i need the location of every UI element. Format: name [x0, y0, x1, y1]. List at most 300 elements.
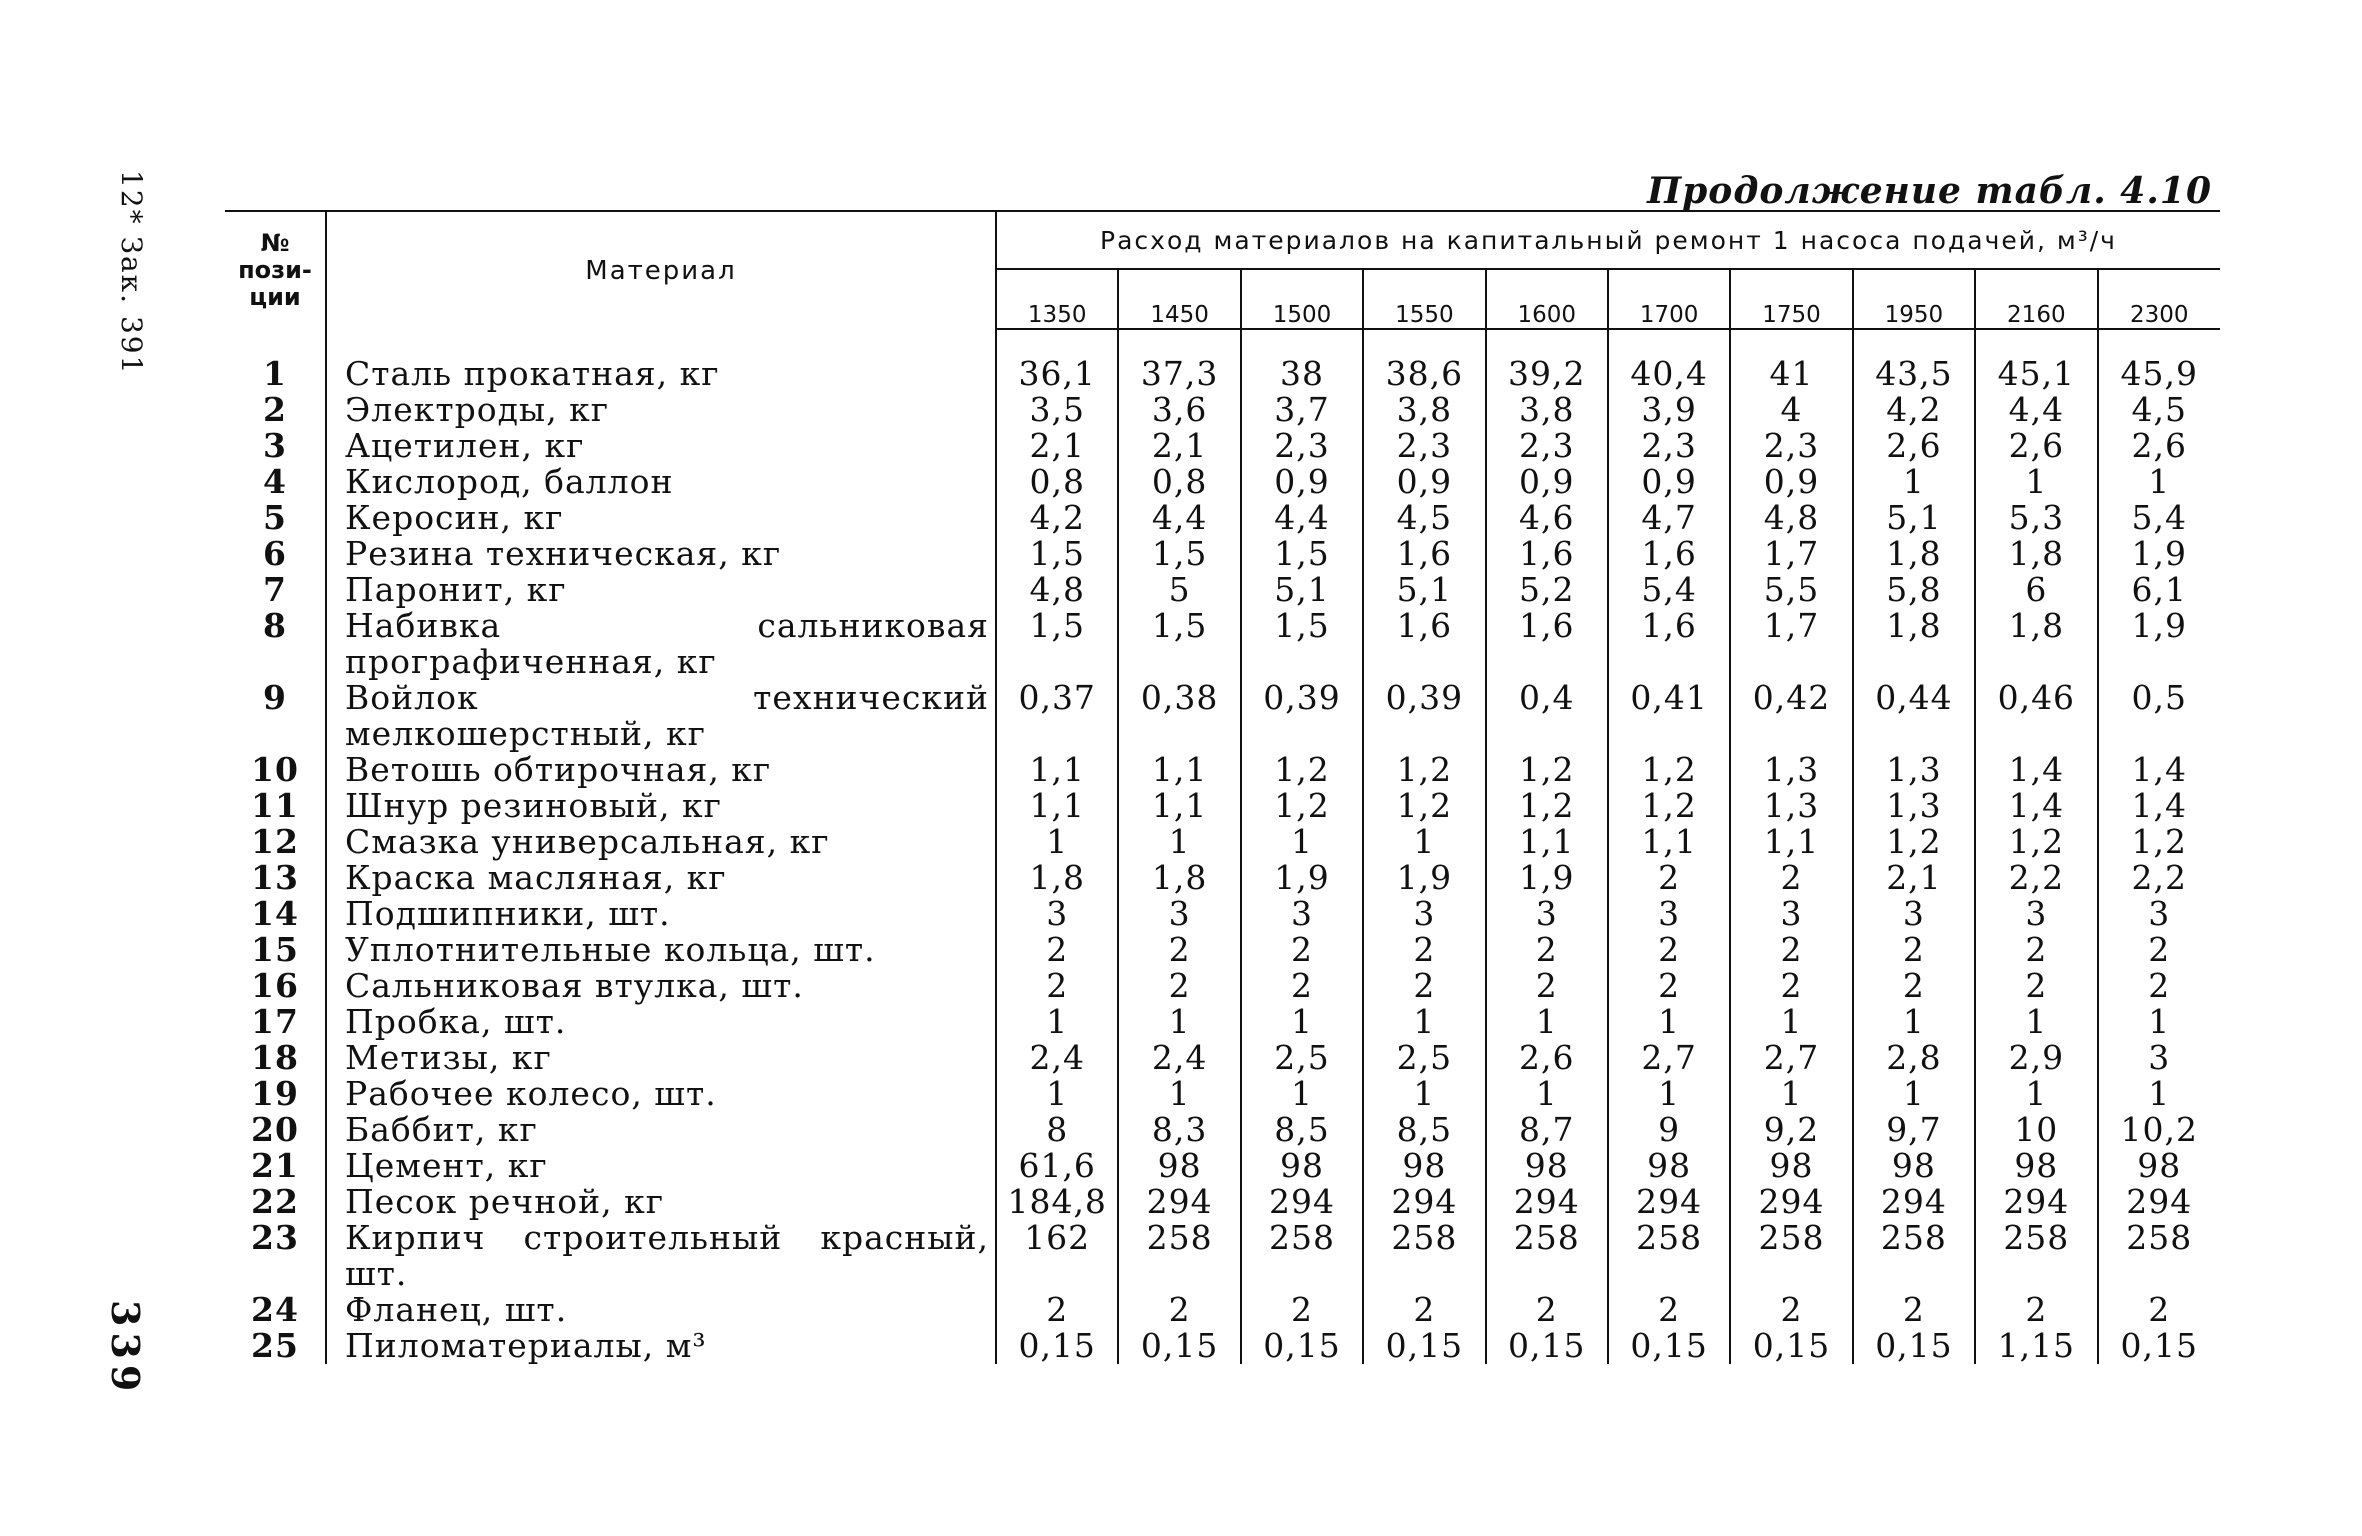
consumption-value: 98: [1241, 1148, 1363, 1184]
consumption-value: 9: [1608, 1112, 1730, 1148]
material-name: Цемент, кг: [326, 1148, 996, 1184]
consumption-value: 2,1: [996, 428, 1118, 464]
material-name: Пробка, шт.: [326, 1004, 996, 1040]
consumption-value: 1: [1363, 1004, 1485, 1040]
consumption-value: 0,15: [2120, 1326, 2198, 1365]
consumption-value: 1,6: [1363, 536, 1485, 572]
material-name: Ацетилен, кг: [326, 428, 996, 464]
consumption-value: 3,8: [1486, 392, 1608, 428]
consumption-value: 0,15: [1608, 1328, 1730, 1364]
consumption-value: 294: [1853, 1184, 1975, 1220]
consumption-value: 43,5: [1853, 356, 1975, 392]
consumption-value: 162: [996, 1220, 1118, 1292]
position-number: 4: [225, 464, 326, 500]
consumption-value: 3: [1730, 896, 1852, 932]
consumption-value: 1,5: [1241, 608, 1363, 680]
consumption-value: 3,6: [1118, 392, 1240, 428]
consumption-value: 1,1: [996, 788, 1118, 824]
consumption-value: 2: [2148, 966, 2171, 1005]
consumption-value: 1,2: [1363, 788, 1485, 824]
consumption-value: 1: [1730, 1004, 1852, 1040]
consumption-value: 1,7: [1730, 608, 1852, 680]
consumption-value: 1: [1730, 1076, 1852, 1112]
consumption-value: 1: [1118, 1076, 1240, 1112]
consumption-value: 61,6: [996, 1148, 1118, 1184]
consumption-value: 1,1: [996, 752, 1118, 788]
consumption-value: 1,7: [1730, 536, 1852, 572]
consumption-value: 0,15: [1118, 1328, 1240, 1364]
position-number: 15: [225, 932, 326, 968]
consumption-value: 2: [1363, 1292, 1485, 1328]
consumption-value: 38: [1241, 356, 1363, 392]
consumption-value: 5,1: [1853, 500, 1975, 536]
position-header: [225, 211, 326, 329]
consumption-value: 2: [1486, 968, 1608, 1004]
consumption-value: 98: [1975, 1148, 2097, 1184]
consumption-value: 98: [2137, 1146, 2182, 1185]
consumption-value: 3: [1363, 896, 1485, 932]
consumption-value: 1,9: [1241, 860, 1363, 896]
table-body: [225, 329, 2220, 1364]
consumption-value: 36,1: [996, 356, 1118, 392]
consumption-value: 1,2: [1486, 752, 1608, 788]
consumption-value: 294: [1363, 1184, 1485, 1220]
position-number: 5: [225, 500, 326, 536]
consumption-value: 1,3: [1853, 788, 1975, 824]
consumption-value: 258: [1118, 1220, 1240, 1292]
consumption-value: 1,2: [2131, 822, 2187, 861]
consumption-value: 1,8: [1118, 860, 1240, 896]
consumption-value: 294: [1118, 1184, 1240, 1220]
consumption-value: 6: [1975, 572, 2097, 608]
material-name: Пиломатериалы, м³: [326, 1328, 996, 1364]
consumption-value: 258: [1363, 1220, 1485, 1292]
consumption-group-header: Расход материалов на капитальный ремонт 1 насоса подачей, м³/ч: [996, 211, 2220, 269]
consumption-value: 2: [1608, 860, 1730, 896]
position-number: 10: [225, 752, 326, 788]
table-row: [225, 392, 2220, 428]
consumption-value: 0,15: [1853, 1328, 1975, 1364]
consumption-value: 5,4: [2131, 498, 2187, 537]
flow-header: 2160: [1975, 269, 2097, 329]
position-number: 19: [225, 1076, 326, 1112]
flow-header: 1450: [1118, 269, 1240, 329]
consumption-value: 258: [1730, 1220, 1852, 1292]
consumption-value: 2,9: [1975, 1040, 2097, 1076]
consumption-value: 0,15: [1486, 1328, 1608, 1364]
material-name: Песок речной, кг: [326, 1184, 996, 1220]
gap-cell: [1730, 329, 1852, 356]
consumption-value: 0,5: [2131, 678, 2187, 717]
position-header-line: №: [260, 229, 290, 257]
consumption-value: 2,1: [1118, 428, 1240, 464]
consumption-value: 1,3: [1853, 752, 1975, 788]
consumption-value: 2,3: [1486, 428, 1608, 464]
consumption-value: 4,8: [1730, 500, 1852, 536]
position-number: 21: [225, 1148, 326, 1184]
gap-cell: [1608, 329, 1730, 356]
consumption-value: 1,4: [2131, 750, 2187, 789]
material-name: Керосин, кг: [326, 500, 996, 536]
table-row: [225, 824, 2220, 860]
consumption-value: 2,6: [1853, 428, 1975, 464]
consumption-value: 98: [1363, 1148, 1485, 1184]
consumption-value: 2: [1241, 968, 1363, 1004]
consumption-value: 3,8: [1363, 392, 1485, 428]
consumption-value: 2,7: [1608, 1040, 1730, 1076]
consumption-value: 2: [1118, 932, 1240, 968]
material-name: Ветошь обтирочная, кг: [326, 752, 996, 788]
consumption-value: 2,7: [1730, 1040, 1852, 1076]
consumption-value: 1,5: [996, 608, 1118, 680]
consumption-value: 1,1: [1608, 824, 1730, 860]
consumption-value: 0,38: [1118, 680, 1240, 752]
consumption-value: 8,3: [1118, 1112, 1240, 1148]
table-row: [225, 500, 2220, 536]
table-row: [225, 356, 2220, 392]
consumption-value: 5: [1118, 572, 1240, 608]
consumption-value: 8,5: [1241, 1112, 1363, 1148]
consumption-value: 0,46: [1975, 680, 2097, 752]
consumption-value: 4,8: [996, 572, 1118, 608]
consumption-value: 39,2: [1486, 356, 1608, 392]
gap-cell: [326, 329, 996, 356]
table-row: [225, 1148, 2220, 1184]
material-name: Метизы, кг: [326, 1040, 996, 1076]
consumption-value: 1,1: [1486, 824, 1608, 860]
consumption-value: 2: [1975, 1292, 2097, 1328]
flow-header: 1550: [1363, 269, 1485, 329]
consumption-value: 4,7: [1608, 500, 1730, 536]
consumption-value: 2: [1363, 932, 1485, 968]
consumption-value: 1: [2148, 1002, 2171, 1041]
consumption-value: 2: [2148, 1290, 2171, 1329]
position-number: 11: [225, 788, 326, 824]
consumption-value: 1,6: [1363, 608, 1485, 680]
material-name: Шнур резиновый, кг: [326, 788, 996, 824]
consumption-value: 1: [1975, 464, 2097, 500]
consumption-value: 2: [1241, 1292, 1363, 1328]
position-number: 14: [225, 896, 326, 932]
consumption-value: 3: [1975, 896, 2097, 932]
table-row: [225, 1292, 2220, 1328]
consumption-value: 2: [1608, 932, 1730, 968]
consumption-value: 2: [1486, 1292, 1608, 1328]
flow-header: 2300: [2098, 269, 2220, 329]
consumption-value: 3: [1853, 896, 1975, 932]
consumption-value: 1,4: [1975, 752, 2097, 788]
consumption-value: 1,5: [1118, 536, 1240, 572]
consumption-value: 0,15: [1730, 1328, 1852, 1364]
consumption-value: 1,8: [1975, 536, 2097, 572]
consumption-value: 294: [1608, 1184, 1730, 1220]
consumption-value: 1,15: [1975, 1328, 2097, 1364]
flow-header: 1700: [1608, 269, 1730, 329]
table-row: [225, 1112, 2220, 1148]
position-number: 9: [225, 680, 326, 752]
consumption-value: 1: [996, 1004, 1118, 1040]
consumption-value: 294: [2126, 1182, 2193, 1221]
consumption-value: 3,5: [996, 392, 1118, 428]
table-row: [225, 896, 2220, 932]
consumption-value: 1,8: [996, 860, 1118, 896]
gap-cell: [1363, 329, 1485, 356]
position-number: 17: [225, 1004, 326, 1040]
consumption-value: 3: [2148, 894, 2171, 933]
material-name: Кислород, баллон: [326, 464, 996, 500]
gap-cell: [1975, 329, 2097, 356]
material-name: Смазка универсальная, кг: [326, 824, 996, 860]
consumption-value: 1: [2148, 1074, 2171, 1113]
consumption-value: 2: [1975, 968, 2097, 1004]
consumption-value: 4,2: [1853, 392, 1975, 428]
material-name: Фланец, шт.: [326, 1292, 996, 1328]
consumption-value: 1,5: [1118, 608, 1240, 680]
consumption-value: 4: [1730, 392, 1852, 428]
consumption-value: 0,39: [1241, 680, 1363, 752]
consumption-value: 2,1: [1853, 860, 1975, 896]
table-row: [225, 608, 2220, 680]
gap-cell: [2098, 329, 2220, 356]
position-number: 12: [225, 824, 326, 860]
consumption-value: 2: [1730, 1292, 1852, 1328]
consumption-value: 3: [996, 896, 1118, 932]
position-number: 3: [225, 428, 326, 464]
consumption-value: 37,3: [1118, 356, 1240, 392]
position-number: 6: [225, 536, 326, 572]
flow-header: 1600: [1486, 269, 1608, 329]
material-name: Набивка сальниковая прографиченная, кг: [326, 608, 996, 680]
consumption-value: 98: [1730, 1148, 1852, 1184]
flow-header: 1950: [1853, 269, 1975, 329]
position-number: 20: [225, 1112, 326, 1148]
consumption-value: 5,8: [1853, 572, 1975, 608]
consumption-value: 0,9: [1363, 464, 1485, 500]
position-header-line: ции: [249, 283, 301, 311]
consumption-value: 1,6: [1608, 536, 1730, 572]
consumption-value: 184,8: [996, 1184, 1118, 1220]
position-number: 24: [225, 1292, 326, 1328]
consumption-value: 2,6: [1486, 1040, 1608, 1076]
consumption-value: 5,1: [1363, 572, 1485, 608]
gap-cell: [1486, 329, 1608, 356]
consumption-value: 1,6: [1486, 608, 1608, 680]
consumption-value: 3,9: [1608, 392, 1730, 428]
consumption-value: 2: [996, 932, 1118, 968]
table-row: [225, 752, 2220, 788]
consumption-value: 0,8: [1118, 464, 1240, 500]
consumption-value: 1,2: [1608, 788, 1730, 824]
consumption-value: 10,2: [2120, 1110, 2198, 1149]
consumption-value: 2: [2148, 930, 2171, 969]
consumption-value: 1,8: [1853, 608, 1975, 680]
consumption-value: 2: [1241, 932, 1363, 968]
consumption-value: 1: [996, 824, 1118, 860]
consumption-value: 0,4: [1486, 680, 1608, 752]
consumption-value: 1: [1853, 1076, 1975, 1112]
consumption-value: 5,5: [1730, 572, 1852, 608]
consumption-value: 3: [2148, 1038, 2171, 1077]
gap-cell: [1241, 329, 1363, 356]
consumption-value: 98: [1608, 1148, 1730, 1184]
table-row: [225, 680, 2220, 752]
consumption-value: 1,9: [1363, 860, 1485, 896]
material-name: Кирпич строительный красный, шт.: [326, 1220, 996, 1292]
table-row: [225, 464, 2220, 500]
consumption-value: 2: [1730, 860, 1852, 896]
consumption-value: 1,2: [1853, 824, 1975, 860]
consumption-value: 3: [1118, 896, 1240, 932]
position-header-line: пози-: [238, 256, 312, 284]
consumption-value: 2: [996, 968, 1118, 1004]
consumption-value: 5,3: [1975, 500, 2097, 536]
consumption-value: 1,9: [2131, 534, 2187, 573]
material-name: Сталь прокатная, кг: [326, 356, 996, 392]
consumption-value: 4,2: [996, 500, 1118, 536]
consumption-value: 294: [1241, 1184, 1363, 1220]
consumption-value: 41: [1730, 356, 1852, 392]
consumption-value: 2,6: [2131, 426, 2187, 465]
consumption-value: 9,7: [1853, 1112, 1975, 1148]
consumption-value: 2: [1608, 1292, 1730, 1328]
table-row: [225, 1184, 2220, 1220]
consumption-value: 3: [1486, 896, 1608, 932]
table-caption: Продолжение табл. 4.10: [1647, 170, 2212, 212]
consumption-value: 2: [1486, 932, 1608, 968]
consumption-value: 2: [1363, 968, 1485, 1004]
consumption-value: 2,8: [1853, 1040, 1975, 1076]
material-name: Паронит, кг: [326, 572, 996, 608]
consumption-value: 1: [1241, 1004, 1363, 1040]
consumption-value: 8: [996, 1112, 1118, 1148]
consumption-value: 1,9: [2131, 606, 2187, 645]
consumption-value: 258: [1241, 1220, 1363, 1292]
material-name: Краска масляная, кг: [326, 860, 996, 896]
consumption-value: 98: [1118, 1148, 1240, 1184]
material-header: Материал: [326, 211, 996, 329]
consumption-value: 2: [1975, 932, 2097, 968]
consumption-value: 0,9: [1486, 464, 1608, 500]
consumption-value: 2: [1118, 1292, 1240, 1328]
consumption-value: 0,15: [1363, 1328, 1485, 1364]
consumption-value: 5,2: [1486, 572, 1608, 608]
consumption-value: 1,8: [1975, 608, 2097, 680]
consumption-value: 1: [996, 1076, 1118, 1112]
consumption-value: 258: [1975, 1220, 2097, 1292]
consumption-value: 1,1: [1730, 824, 1852, 860]
table-row: [225, 1076, 2220, 1112]
consumption-value: 294: [1975, 1184, 2097, 1220]
table-row: [225, 1328, 2220, 1364]
consumption-value: 2: [1853, 1292, 1975, 1328]
table-row: [225, 1220, 2220, 1292]
material-name: Уплотнительные кольца, шт.: [326, 932, 996, 968]
consumption-value: 9,2: [1730, 1112, 1852, 1148]
consumption-value: 1,3: [1730, 752, 1852, 788]
position-number: 8: [225, 608, 326, 680]
consumption-value: 1,9: [1486, 860, 1608, 896]
consumption-value: 1,4: [1975, 788, 2097, 824]
position-number: 22: [225, 1184, 326, 1220]
consumption-value: 2,5: [1241, 1040, 1363, 1076]
position-number: 16: [225, 968, 326, 1004]
position-number: 25: [225, 1328, 326, 1364]
consumption-value: 3: [1608, 896, 1730, 932]
consumption-value: 3,7: [1241, 392, 1363, 428]
consumption-value: 8,7: [1486, 1112, 1608, 1148]
consumption-value: 4,4: [1118, 500, 1240, 536]
consumption-value: 5,4: [1608, 572, 1730, 608]
consumption-value: 258: [1853, 1220, 1975, 1292]
consumption-value: 0,42: [1730, 680, 1852, 752]
consumption-value: 1: [1975, 1004, 2097, 1040]
position-number: 13: [225, 860, 326, 896]
consumption-value: 2: [1118, 968, 1240, 1004]
consumption-value: 1: [2148, 462, 2171, 501]
consumption-value: 0,37: [996, 680, 1118, 752]
table-row: [225, 788, 2220, 824]
consumption-value: 2,2: [1975, 860, 2097, 896]
consumption-value: 2,3: [1730, 428, 1852, 464]
consumption-value: 1: [1241, 824, 1363, 860]
materials-table: [225, 210, 2220, 1364]
consumption-value: 1: [1975, 1076, 2097, 1112]
consumption-value: 294: [1486, 1184, 1608, 1220]
consumption-value: 6,1: [2131, 570, 2187, 609]
consumption-value: 2: [1730, 968, 1852, 1004]
consumption-value: 1,2: [1241, 752, 1363, 788]
order-side-note: 12* Зак. 391: [115, 170, 148, 376]
consumption-value: 1: [1118, 1004, 1240, 1040]
consumption-value: 1,5: [996, 536, 1118, 572]
consumption-value: 2: [1853, 932, 1975, 968]
material-name: Подшипники, шт.: [326, 896, 996, 932]
consumption-value: 1,6: [1486, 536, 1608, 572]
material-name: Рабочее колесо, шт.: [326, 1076, 996, 1112]
consumption-value: 1,2: [1363, 752, 1485, 788]
consumption-value: 258: [1608, 1220, 1730, 1292]
header-gap: [225, 329, 2220, 356]
consumption-value: 45,9: [2120, 354, 2198, 393]
position-number: 23: [225, 1220, 326, 1292]
consumption-value: 45,1: [1975, 356, 2097, 392]
consumption-value: 0,41: [1608, 680, 1730, 752]
position-number: 2: [225, 392, 326, 428]
consumption-value: 0,8: [996, 464, 1118, 500]
consumption-value: 4,6: [1486, 500, 1608, 536]
consumption-value: 1: [1853, 464, 1975, 500]
position-number: 1: [225, 356, 326, 392]
flow-header: 1500: [1241, 269, 1363, 329]
consumption-value: 2: [1730, 932, 1852, 968]
consumption-value: 4,4: [1975, 392, 2097, 428]
flow-header: 1350: [996, 269, 1118, 329]
consumption-value: 2,3: [1363, 428, 1485, 464]
table-row: [225, 932, 2220, 968]
page-number: 339: [103, 1300, 148, 1398]
consumption-value: 1,2: [1975, 824, 2097, 860]
consumption-value: 1,4: [2131, 786, 2187, 825]
consumption-value: 2,2: [2131, 858, 2187, 897]
table-row: [225, 572, 2220, 608]
consumption-value: 258: [2126, 1218, 2193, 1257]
gap-cell: [996, 329, 1118, 356]
consumption-value: 1: [1608, 1004, 1730, 1040]
material-name: Сальниковая втулка, шт.: [326, 968, 996, 1004]
consumption-value: 1: [1118, 824, 1240, 860]
gap-cell: [1118, 329, 1240, 356]
table-row: [225, 860, 2220, 896]
